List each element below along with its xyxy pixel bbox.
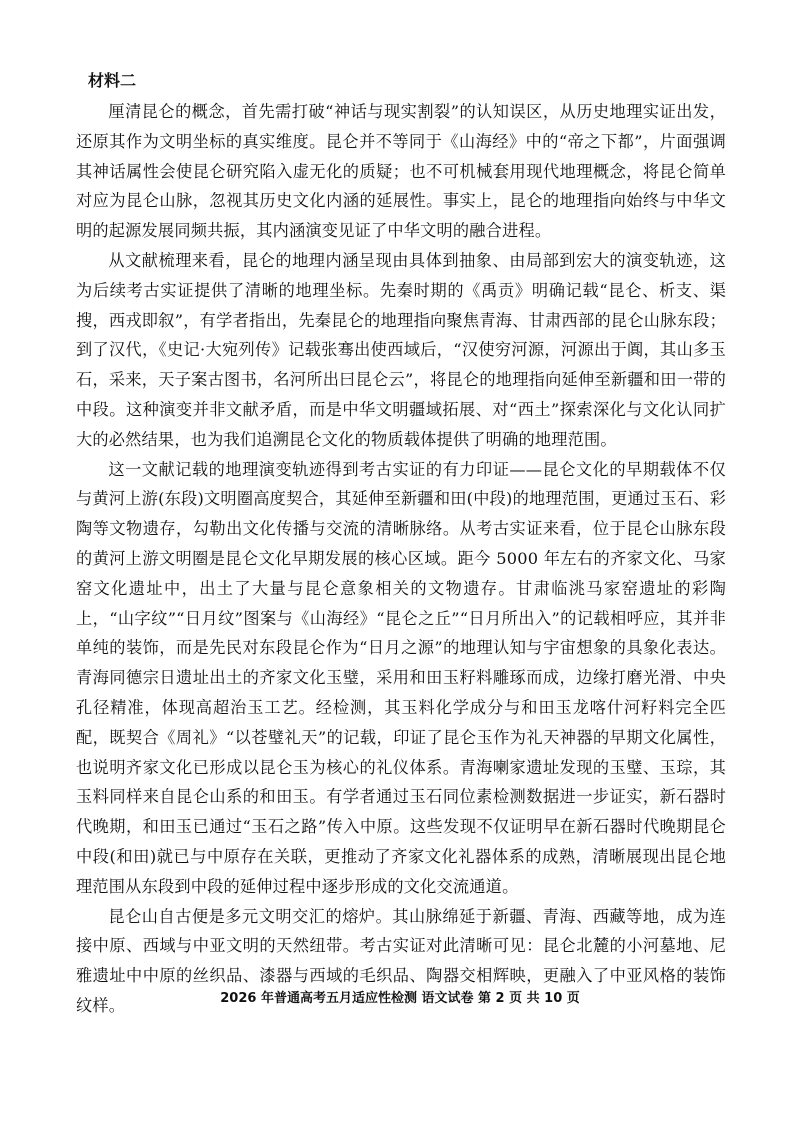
paragraph-3: 这一文献记载的地理演变轨迹得到考古实证的有力印证——昆仑文化的早期载体不仅与黄河上游(东段)文明圈高度契合，其延伸至新疆和田(中段)的地理范围，更通过玉石、彩陶等文物遗存，勾勒出文化传播与交流的清晰脉络。从考古实证来看，位于昆仑山脉东段的黄河上游文明圈是昆仑文化早期发展的核心区域。距今 5000 年左右的齐家文化、马家窑文化遗址中，出土了大量与昆仑意象相关的文物遗存。甘肃临洮马家窑遗址的彩陶上，“山字纹”“日月纹”图案与《山海经》“昆仑之丘”“日月所出入”的记载相呼应，其并非单纯的装饰，而是先民对东段昆仑作为“日月之源”的地理认知与宇宙想象的具象化表达。青海同德宗日遗址出土的齐家文化玉璧，采用和田玉籽料雕琢而成，边缘打磨光滑、中央孔径精准，体现高超治玉工艺。经检测，其玉料化学成分与和田玉龙喀什河籽料完全匹配，既契合《周礼》“以苍璧礼天”的记载，印证了昆仑玉作为礼天神器的早期文化属性，也说明齐家文化已形成以昆仑玉为核心的礼仪体系。青海喇家遗址发现的玉璧、玉琮，其玉料同样来自昆仑山系的和田玉。有学者通过玉石同位素检测数据进一步证实，新石器时代晚期，和田玉已通过“玉石之路”传入中原。这些发现不仅证明早在新石器时代晚期昆仑中段(和田)就已与中原存在关联，更推动了齐家文化礼器体系的成熟，清晰展现出昆仑地理范围从东段到中段的延伸过程中逐步形成的文化交流通道。 bbox=[76, 459, 726, 896]
document-body bbox=[76, 66, 726, 1021]
page-footer: 2026 年普通高考五月适应性检测 语文试卷 第 2 页 共 10 页 bbox=[220, 991, 580, 1006]
paragraph-4: 昆仑山自古便是多元文明交汇的熔炉。其山脉绵延于新疆、青海、西藏等地，成为连接中原、西域与中亚文明的天然纽带。考古实证对此清晰可见：昆仑北麓的小河墓地、尼雅遗址中中原的丝织品、漆器与西域的毛织品、陶器交相辉映，更融入了中亚风格的装饰纹样。 bbox=[76, 906, 726, 1015]
paragraph-2: 从文献梳理来看，昆仑的地理内涵呈现由具体到抽象、由局部到宏大的演变轨迹，这为后续考古实证提供了清晰的地理坐标。先秦时期的《禹贡》明确记载“昆仑、析支、渠搜，西戎即叙”，有学者指出，先秦昆仑的地理指向聚焦青海、甘肃西部的昆仑山脉东段；到了汉代，《史记·大宛列传》记载张骞出使西域后，“汉使穷河源，河源出于阗，其山多玉石，采来，天子案古图书，名河所出曰昆仑云”，将昆仑的地理指向延伸至新疆和田一带的中段。这种演变并非文献矛盾，而是中华文明疆域拓展、对“西土”探索深化与文化认同扩大的必然结果，也为我们追溯昆仑文化的物质载体提供了明确的地理范围。 bbox=[76, 250, 726, 449]
paragraph-1: 厘清昆仑的概念，首先需打破“神话与现实割裂”的认知误区，从历史地理实证出发，还原其作为文明坐标的真实维度。昆仑并不等同于《山海经》中的“帝之下都”，片面强调其神话属性会使昆仑研究陷入虚无化的质疑；也不可机械套用现代地理概念，将昆仑简单对应为昆仑山脉，忽视其历史文化内涵的延展性。事实上，昆仑的地理指向始终与中华文明的起源发展同频共振，其内涵演变见证了中华文明的融合进程。 bbox=[76, 102, 726, 241]
section-title: 材料二 bbox=[88, 71, 137, 90]
